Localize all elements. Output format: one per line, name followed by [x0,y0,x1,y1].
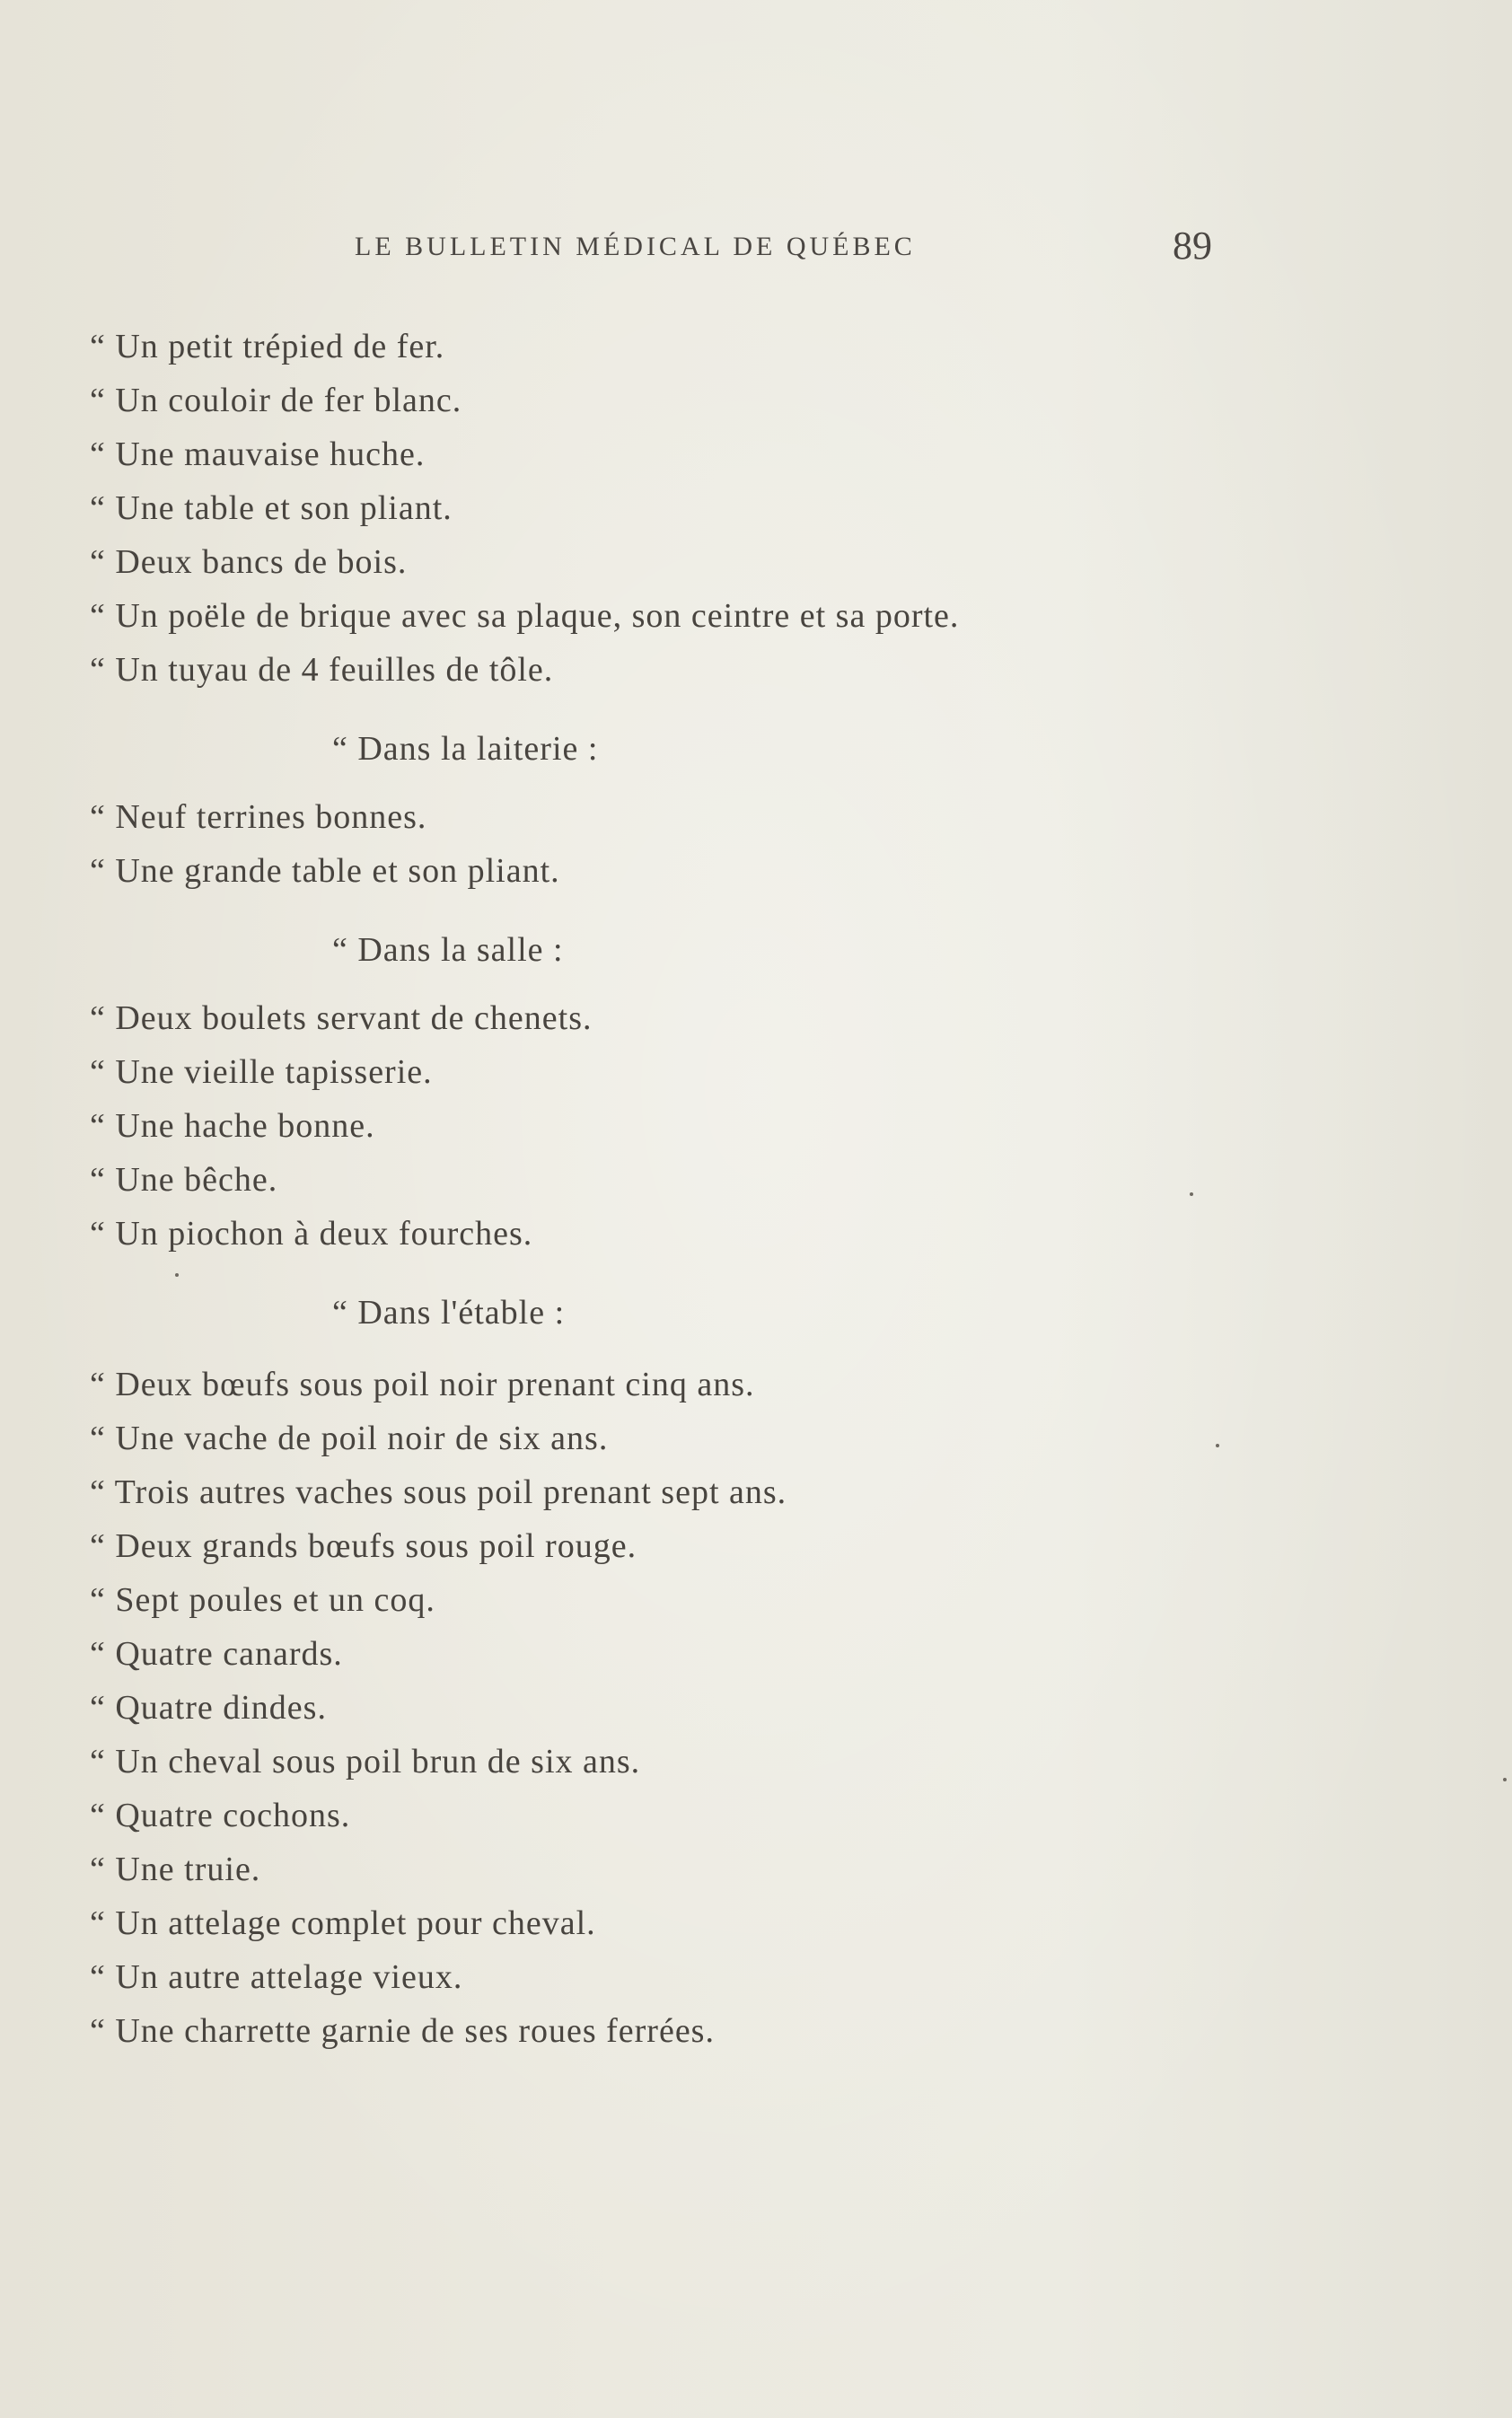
paper-speck [1216,1444,1219,1447]
inventory-line: “ Un petit trépied de fer. [90,328,445,365]
inventory-line: “ Une vache de poil noir de six ans. [90,1420,609,1457]
inventory-line: “ Deux boulets servant de chenets. [90,999,593,1037]
page-number: 89 [1173,224,1212,268]
section-heading-laiterie: “ Dans la laiterie : [332,730,599,768]
paper-speck [1190,1192,1193,1196]
running-title: LE BULLETIN MÉDICAL DE QUÉBEC [355,232,916,261]
inventory-line: “ Une grande table et son pliant. [90,852,560,890]
inventory-line: “ Deux bœufs sous poil noir prenant cinq ans. [90,1366,755,1403]
inventory-line: “ Un tuyau de 4 feuilles de tôle. [90,651,554,689]
section-heading-etable: “ Dans l'étable : [332,1294,566,1332]
inventory-line: “ Une hache bonne. [90,1107,375,1145]
inventory-line: “ Neuf terrines bonnes. [90,798,427,836]
inventory-line: “ Quatre dindes. [90,1689,327,1727]
inventory-line: “ Trois autres vaches sous poil prenant sept ans. [90,1473,787,1511]
inventory-line: “ Quatre cochons. [90,1797,351,1834]
inventory-line: “ Quatre canards. [90,1635,343,1673]
inventory-line: “ Une mauvaise huche. [90,435,426,473]
inventory-line: “ Une table et son pliant. [90,489,453,527]
paper-speck [175,1273,179,1277]
inventory-line: “ Une charrette garnie de ses roues ferrées. [90,2012,715,2050]
inventory-line: “ Une truie. [90,1851,261,1888]
section-heading-salle: “ Dans la salle : [332,931,564,969]
inventory-line: “ Une bêche. [90,1161,278,1199]
inventory-line: “ Sept poules et un coq. [90,1581,435,1619]
inventory-line: “ Une vieille tapisserie. [90,1053,433,1091]
inventory-line: “ Un couloir de fer blanc. [90,382,462,419]
paper-speck [1503,1778,1507,1781]
inventory-line: “ Un attelage complet pour cheval. [90,1904,596,1942]
inventory-line: “ Deux grands bœufs sous poil rouge. [90,1527,637,1565]
inventory-line: “ Deux bancs de bois. [90,543,408,581]
inventory-line: “ Un autre attelage vieux. [90,1958,463,1996]
inventory-line: “ Un poële de brique avec sa plaque, son ceintre et sa porte. [90,597,960,635]
inventory-line: “ Un piochon à deux fourches. [90,1215,533,1253]
inventory-line: “ Un cheval sous poil brun de six ans. [90,1743,641,1781]
